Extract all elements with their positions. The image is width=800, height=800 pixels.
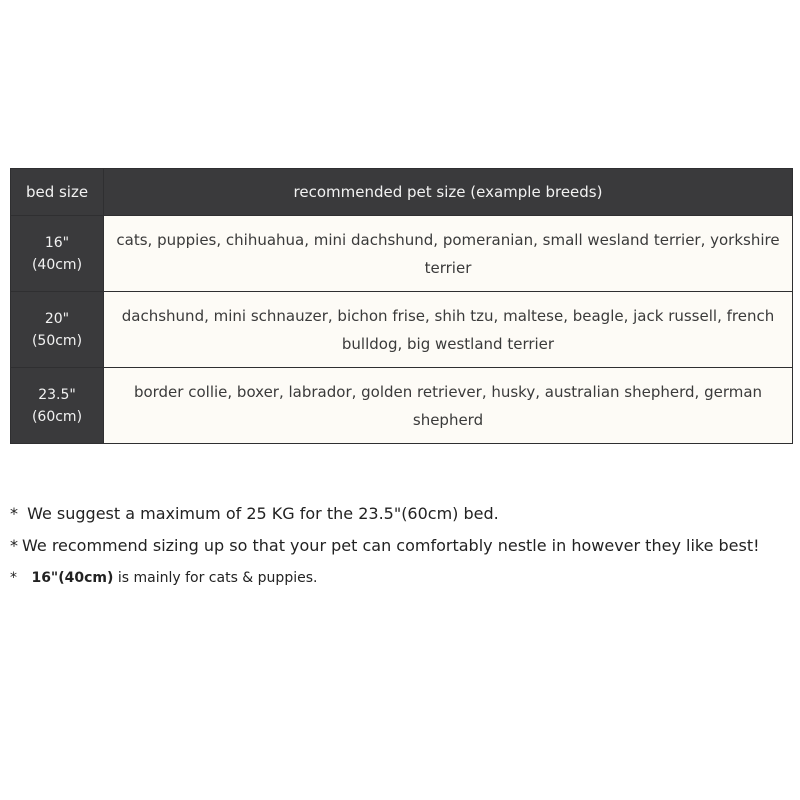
note-max-weight-suffix: bed.: [463, 504, 499, 523]
header-bed-size: bed size: [11, 169, 104, 216]
note-size-up-text: We recommend sizing up so that your pet can comfortably nestle in however they like best!: [22, 536, 760, 555]
note-small-bed-text: is mainly for cats & puppies.: [117, 570, 318, 586]
table-row: [11, 368, 793, 444]
breeds-cell: dachshund, mini schnauzer, bichon frise, shih tzu, maltese, beagle, jack russell, french bulldog, big westland terrier: [104, 292, 793, 368]
note-bullet: *: [10, 536, 18, 555]
bed-size-cell: [11, 292, 104, 368]
note-size-up: [10, 530, 780, 562]
table-row: [11, 292, 793, 368]
note-bullet: *: [10, 504, 18, 523]
breeds-cell: border collie, boxer, labrador, golden retriever, husky, australian shepherd, german shepherd: [104, 368, 793, 444]
header-recommended-pet-size: recommended pet size (example breeds): [104, 169, 793, 216]
table-row: [11, 216, 793, 292]
note-max-weight: [10, 498, 780, 530]
sizing-notes: [10, 498, 780, 592]
breeds-cell: cats, puppies, chihuahua, mini dachshund, pomeranian, small wesland terrier, yorkshire terrier: [104, 216, 793, 292]
size-chart-table: [10, 168, 793, 444]
note-max-weight-size: 23.5"(60cm): [358, 504, 459, 523]
bed-size-cell: [11, 216, 104, 292]
bed-size-inches: 23.5": [38, 386, 76, 403]
note-small-bed: [10, 564, 780, 592]
bed-size-cm: (50cm): [31, 332, 83, 349]
bed-size-cell: [11, 368, 104, 444]
bed-size-cm: (60cm): [31, 408, 83, 425]
table-header-row: [11, 169, 793, 216]
note-small-bed-size: 16"(40cm): [31, 570, 114, 586]
note-bullet: *: [10, 570, 17, 586]
bed-size-inches: 16": [44, 234, 70, 251]
bed-size-cm: (40cm): [31, 256, 83, 273]
note-max-weight-text: We suggest a maximum of 25 KG for the: [27, 504, 354, 523]
bed-size-inches: 20": [44, 310, 70, 327]
